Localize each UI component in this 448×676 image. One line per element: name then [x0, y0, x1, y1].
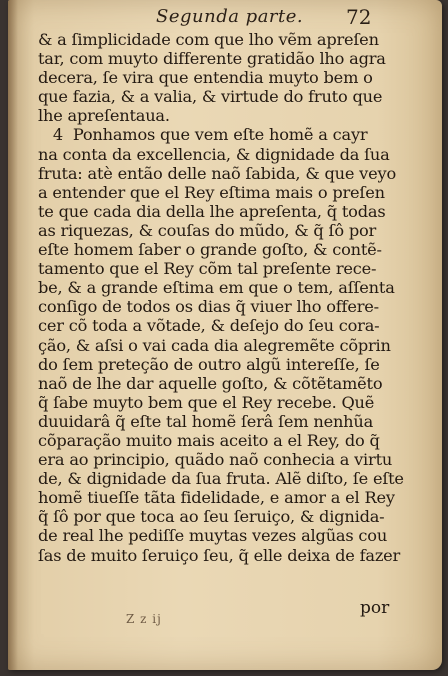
text-line: de real lhe pediſſe muytas vezes algũas cou [38, 526, 388, 546]
text-line: naõ de lhe dar aquelle goſto, & cõtẽtamẽto [38, 373, 383, 393]
text-line: 4 Ponhamos que vem eſte homẽ a cayr [38, 125, 368, 145]
text-line: cer cõ toda a võtade, & deſejo do ſeu cora- [38, 316, 380, 336]
text-line: as riquezas, & couſas do mũdo, & q̃ ſô por [38, 220, 377, 240]
text-line: que fazia, & a valia, & virtude do fruto que [38, 87, 383, 107]
page-footer [8, 598, 442, 628]
page-number: 72 [346, 5, 372, 29]
text-line: te que cada dia della lhe apreſenta, q̃ todas [38, 201, 386, 221]
text-line: lhe apreſentaua. [38, 106, 170, 126]
text-line: ção, & aſsi o vai cada dia alegremẽte cõprin [38, 335, 391, 355]
text-line: q̃ ſô por que toca ao ſeu ſeruiço, & dignida- [38, 507, 385, 527]
page-gutter-shadow [8, 0, 18, 670]
catchword: por [360, 598, 390, 618]
text-line: de, & dignidade da ſua fruta. Alẽ diſto, ſe eſte [38, 469, 404, 489]
text-line: be, & a grande eſtima em que o tem, aſſenta [38, 278, 395, 298]
book-page [8, 0, 442, 670]
text-line: conſigo de todos os dias q̃ viuer lho offere- [38, 297, 379, 317]
text-line: era ao principio, quãdo naõ conhecia a virtu [38, 450, 393, 470]
text-line: homẽ tiueſſe tãta fidelidade, e amor a el Rey [38, 488, 395, 508]
running-head: Segunda parte. [156, 6, 304, 27]
text-line: do ſem preteção de outro algũ intereſſe, ſe [38, 354, 380, 374]
text-line: ſas de muito ſeruiço ſeu, q̃ elle deixa de fazer [38, 545, 401, 565]
text-line: cõparação muito mais aceito a el Rey, do q̃ [38, 430, 380, 450]
text-line: q̃ ſabe muyto bem que el Rey recebe. Quẽ [38, 392, 375, 412]
signature-mark: Z z ij [126, 612, 162, 626]
text-line: na conta da excellencia, & dignidade da ſua [38, 144, 390, 164]
text-line: & a ſimplicidade com que lho vẽm apreſen [38, 30, 379, 49]
text-line: duuidarâ q̃ eſte tal homẽ ſerâ ſem nenhũa [38, 411, 374, 431]
text-line: tar, com muyto differente gratidão lho agra [38, 49, 386, 69]
text-line: eſte homem ſaber o grande goſto, & contẽ- [38, 240, 382, 260]
page-header [8, 2, 442, 30]
body-text [38, 30, 404, 565]
text-line: decera, ſe vira que entendia muyto bem o [38, 68, 373, 88]
text-line: fruta: atè então delle naõ ſabida, & que veyo [38, 163, 397, 183]
text-line: tamento que el Rey cõm tal preſente rece- [38, 259, 377, 279]
text-line: a entender que el Rey eſtima mais o preſen [38, 182, 385, 202]
